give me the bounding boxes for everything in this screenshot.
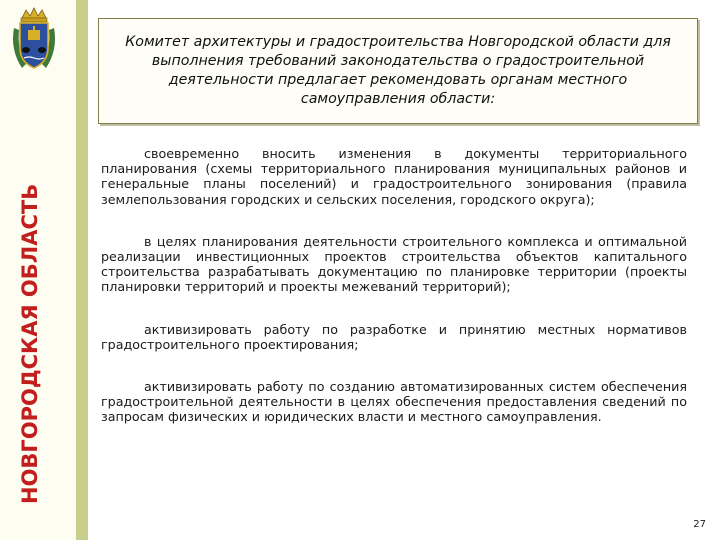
page-number: 27 — [693, 519, 706, 530]
region-vertical-title: НОВГОРОДСКАЯ ОБЛАСТЬ — [18, 183, 42, 504]
decorative-band — [76, 0, 88, 540]
list-item: активизировать работу по созданию автоматизированных систем обеспечения градостроительной деятельности в целях обеспечения предоставления сведений по запросам физических и юридических власти и местного самоуправления. — [101, 379, 687, 425]
recommendation-list — [101, 146, 687, 452]
header-box — [98, 18, 698, 124]
list-item: в целях планирования деятельности строительного комплекса и оптимальной реализации инвестиционных проектов строительства объектов капитального строительства разрабатывать документацию по планировке территории (проекты планировки территорий и проекты межеваний территорий); — [101, 233, 687, 295]
list-item: своевременно вносить изменения в документы территориального планирования (схемы территориального планирования муниципальных районов и генеральные планы поселений) и градостроительного зонирования (правила землепользования городских и сельских поселения, городского округа); — [101, 146, 687, 207]
sidebar — [0, 0, 86, 540]
coat-of-arms-icon — [8, 6, 60, 74]
list-item: активизировать работу по разработке и принятию местных нормативов градостроительного проектирования; — [101, 321, 687, 352]
header-text: Комитет архитектуры и градостроительства Новгородской области для выполнения требований законодательства о градостроительной деятельности предлагает рекомендовать органам местного самоуправления области: — [125, 34, 671, 107]
